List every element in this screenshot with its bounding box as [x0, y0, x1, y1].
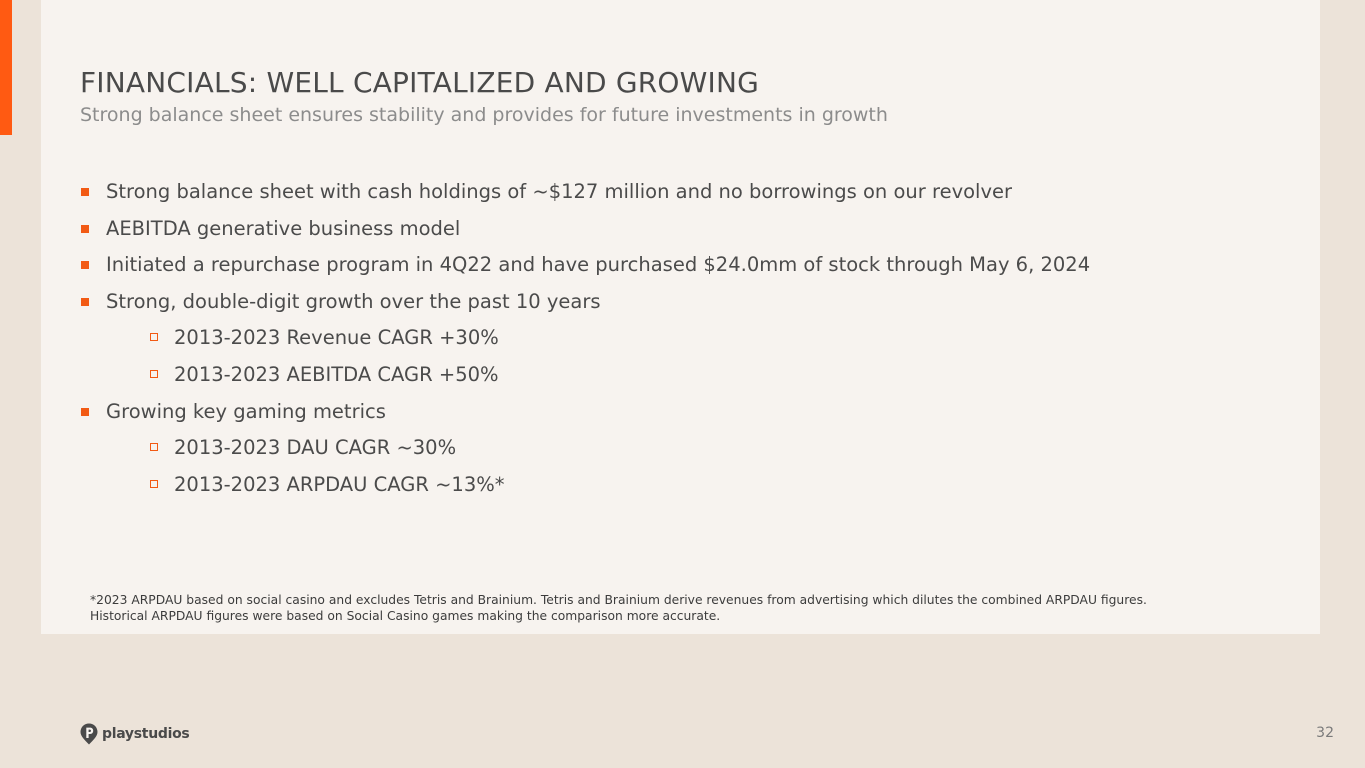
brand-name: playstudios	[102, 726, 190, 742]
sub-bullet-item	[0, 434, 1365, 471]
bullet-text: Initiated a repurchase program in 4Q22 and have purchased $24.0mm of stock through May 6, 2024	[106, 253, 1091, 277]
sub-bullet-text: 2013-2023 ARPDAU CAGR ~13%*	[174, 472, 505, 496]
sub-bullet-text: 2013-2023 DAU CAGR ~30%	[174, 436, 457, 460]
square-bullet-icon	[81, 188, 89, 196]
page-number: 32	[1316, 725, 1334, 741]
playstudios-logo-icon	[80, 723, 98, 745]
bullet-item	[0, 251, 1365, 288]
square-bullet-icon	[81, 225, 89, 233]
bullet-item	[0, 288, 1365, 325]
square-bullet-icon	[81, 261, 89, 269]
footnote	[90, 592, 1290, 624]
sub-bullet-item	[0, 361, 1365, 398]
brand-logo	[80, 722, 189, 746]
hollow-square-bullet-icon	[150, 370, 158, 378]
bullet-text: Strong, double-digit growth over the past 10 years	[106, 289, 601, 313]
bullet-item	[0, 178, 1365, 215]
sub-bullet-item	[0, 324, 1365, 361]
bullet-text: Growing key gaming metrics	[106, 399, 386, 423]
bullet-item	[0, 215, 1365, 252]
bullet-list	[0, 178, 1365, 507]
bullet-text: AEBITDA generative business model	[106, 216, 461, 240]
bullet-text: Strong balance sheet with cash holdings of ~$127 million and no borrowings on our revolver	[106, 180, 1013, 203]
hollow-square-bullet-icon	[150, 333, 158, 341]
sub-bullet-item	[0, 471, 1365, 508]
square-bullet-icon	[81, 408, 89, 416]
footnote-line: *2023 ARPDAU based on social casino and excludes Tetris and Brainium. Tetris and Brainium derive revenues from advertising which dilutes the combined ARPDAU figures.	[90, 593, 1147, 607]
footnote-line: Historical ARPDAU figures were based on Social Casino games making the comparison more accurate.	[90, 609, 721, 623]
slide-title: FINANCIALS: WELL CAPITALIZED AND GROWING	[80, 66, 760, 99]
square-bullet-icon	[81, 298, 89, 306]
hollow-square-bullet-icon	[150, 443, 158, 451]
slide-subtitle: Strong balance sheet ensures stability and provides for future investments in growth	[80, 104, 888, 126]
accent-bar	[0, 0, 12, 135]
hollow-square-bullet-icon	[150, 480, 158, 488]
sub-bullet-text: 2013-2023 Revenue CAGR +30%	[174, 326, 499, 350]
bullet-item	[0, 398, 1365, 435]
sub-bullet-text: 2013-2023 AEBITDA CAGR +50%	[174, 362, 499, 386]
